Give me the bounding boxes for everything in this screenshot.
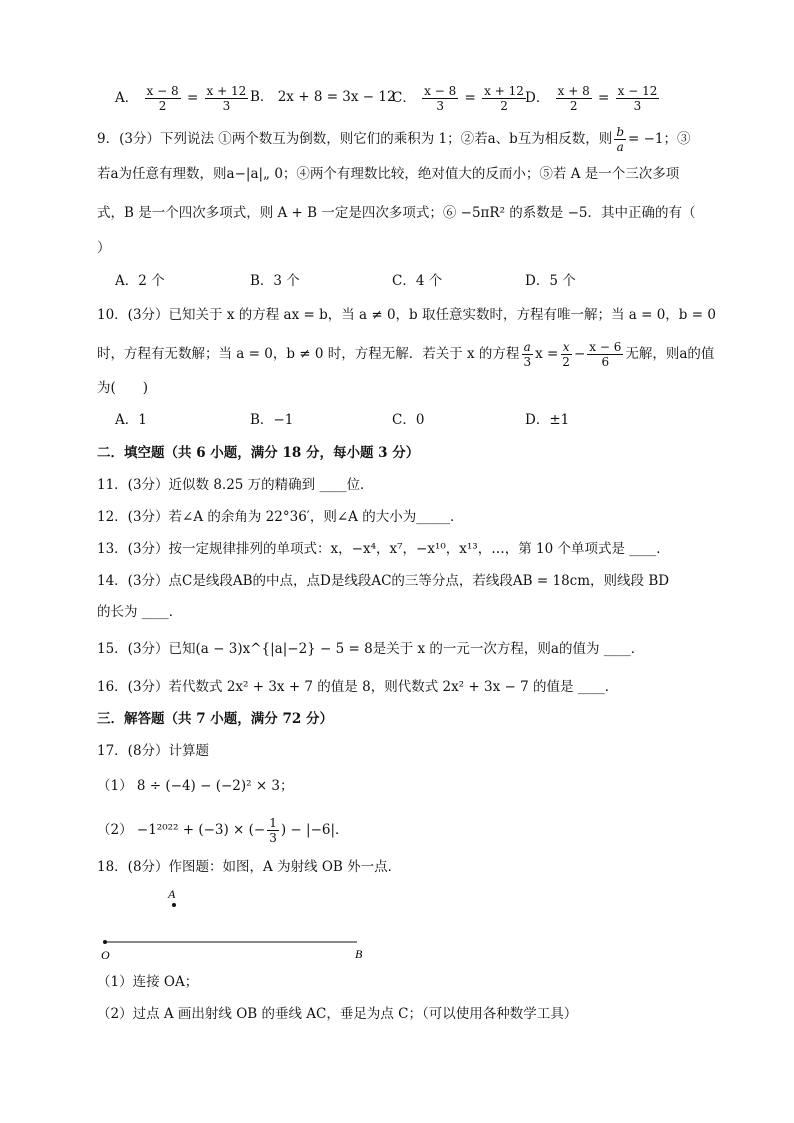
q9-option-b: B．3 个: [250, 273, 300, 289]
q18-part-1: （1）连接 OA；: [97, 974, 199, 990]
option-label: A．: [115, 90, 139, 106]
q8-option-b: [250, 87, 396, 107]
q11: 11．(3分）近似数 8.25 万的精确到 ____位．: [97, 477, 374, 493]
equals-sign: =: [598, 90, 610, 106]
q17-part-2: [97, 816, 349, 845]
denominator: 3: [633, 99, 642, 113]
numerator: b: [616, 125, 624, 139]
denominator: 2: [562, 355, 570, 369]
q14-line-2: 的长为 ____．: [97, 604, 183, 620]
q9-option-c: C．4 个: [392, 273, 443, 289]
q17-text: ) − |−6|．: [280, 822, 349, 838]
equals-sign: =: [186, 90, 199, 106]
q9-text: 9．(3分）下列说法 ①两个数互为倒数，则它们的乘积为 1；②若a、b互为相反数，则: [97, 131, 613, 147]
q9-line-3: 式，B 是一个四次多项式，则 A + B 一定是四次多项式；⑥ −5πR² 的系数是 −5．其中正确的有（: [97, 205, 696, 221]
denominator: 2: [158, 99, 167, 113]
numerator: a: [523, 340, 531, 354]
label-b: B: [355, 947, 363, 961]
option-text: 2x + 8 = 3x − 12: [277, 89, 396, 105]
q9-line-2: 若a为任意有理数，则a−|a|„ 0；④两个有理数比较，绝对值大的反而小；⑤若 A 是一个三次多项: [97, 166, 680, 182]
fraction: [560, 340, 572, 369]
q10-text: x =: [535, 346, 559, 362]
numerator: x − 8: [146, 84, 179, 98]
denominator: 2: [569, 99, 578, 113]
q10-option-b: B．−1: [250, 412, 294, 428]
numerator: x − 12: [617, 84, 658, 98]
fraction: [587, 340, 623, 369]
numerator: x − 6: [589, 340, 622, 354]
denominator: a: [616, 140, 624, 154]
q17-part-1: （1） 8 ÷ (−4) − (−2)² × 3；: [97, 778, 294, 794]
q10-line-3: 为( ): [97, 380, 149, 396]
numerator: 1: [269, 816, 277, 830]
q18-title: 18．(8分）作图题：如图，A 为射线 OB 外一点．: [97, 859, 402, 875]
q17-text: （2） −1²⁰²² + (−3) × (−: [97, 822, 266, 838]
numerator: x + 12: [484, 84, 524, 98]
q18-part-2: （2）过点 A 画出射线 OB 的垂线 AC，垂足为点 C；（可以使用各种数学工具）: [97, 1006, 578, 1022]
q13: 13．(3分）按一定规律排列的单项式：x，−x⁴，x⁷，−x¹⁰，x¹³，…，第 10 个单项式是 ____．: [97, 541, 670, 557]
fraction: [482, 84, 526, 113]
q9-option-a: A．2 个: [115, 273, 165, 289]
label-a: A: [168, 887, 176, 901]
q9-text: = −1；③: [628, 131, 691, 147]
q10-text: 无解，则a的值: [625, 346, 715, 362]
option-label: D．: [525, 90, 550, 106]
denominator: 3: [269, 831, 277, 845]
numerator: x − 8: [424, 84, 457, 98]
q15: 15．(3分）已知(a − 3)x^{|a|−2} − 5 = 8是关于 x 的一元一次方程，则a的值为 ____．: [97, 641, 645, 657]
denominator: 3: [222, 99, 231, 113]
q10-option-a: A．1: [115, 412, 147, 428]
q16: 16．(3分）若代数式 2x² + 3x + 7 的值是 8，则代数式 2x² + 3x − 7 的值是 ____．: [97, 679, 619, 695]
q10-option-d: D．±1: [525, 412, 570, 428]
fraction: [616, 84, 660, 113]
option-label: B．: [250, 89, 274, 105]
q10-line-1: 10．(3分）已知关于 x 的方程 ax = b，当 a ≠ 0，b 取任意实数时，方程有唯一解；当 a = 0，b = 0: [97, 307, 716, 323]
q12: 12．(3分）若∠A 的余角为 22°36′，则∠A 的大小为_____．: [97, 509, 464, 525]
denominator: 6: [601, 355, 610, 369]
q8-option-d: [525, 84, 661, 113]
fraction: [267, 816, 279, 845]
point-a: [172, 903, 176, 907]
point-o: [103, 940, 107, 944]
fraction: [145, 84, 181, 113]
fraction: [614, 125, 626, 154]
q17-title: 17．(8分）计算题: [97, 743, 210, 759]
fraction: [205, 84, 249, 113]
numerator: x + 12: [206, 84, 247, 98]
section-3-heading: 三．解答题（共 7 小题，满分 72 分）: [97, 711, 333, 727]
q10-option-c: C．0: [392, 412, 425, 428]
q10-text: 时，方程有无数解；当 a = 0，b ≠ 0 时，方程无解．若关于 x 的方程: [97, 346, 520, 362]
q14-line-1: 14．(3分）点C是线段AB的中点，点D是线段AC的三等分点，若线段AB = 18cm，则线段 BD: [97, 573, 670, 589]
denominator: 2: [500, 99, 508, 113]
numerator: x: [562, 340, 570, 354]
fraction: [521, 340, 533, 369]
q9-line-4: ）: [97, 240, 111, 256]
q10-line-2: [97, 340, 714, 369]
q8-option-a: [115, 84, 250, 113]
denominator: 3: [436, 99, 444, 113]
fraction: [422, 84, 458, 113]
numerator: x + 8: [557, 84, 590, 98]
q9-line-1: [97, 125, 691, 154]
denominator: 3: [523, 355, 532, 369]
fraction: [556, 84, 592, 113]
q8-option-c: [392, 84, 528, 113]
option-label: C．: [392, 90, 416, 106]
label-o: O: [101, 948, 110, 962]
equals-sign: =: [464, 90, 476, 106]
section-2-heading: 二．填空题（共 6 小题，满分 18 分，每小题 3 分）: [97, 445, 420, 461]
q9-option-d: D．5 个: [525, 273, 576, 289]
q10-text: −: [573, 346, 586, 362]
